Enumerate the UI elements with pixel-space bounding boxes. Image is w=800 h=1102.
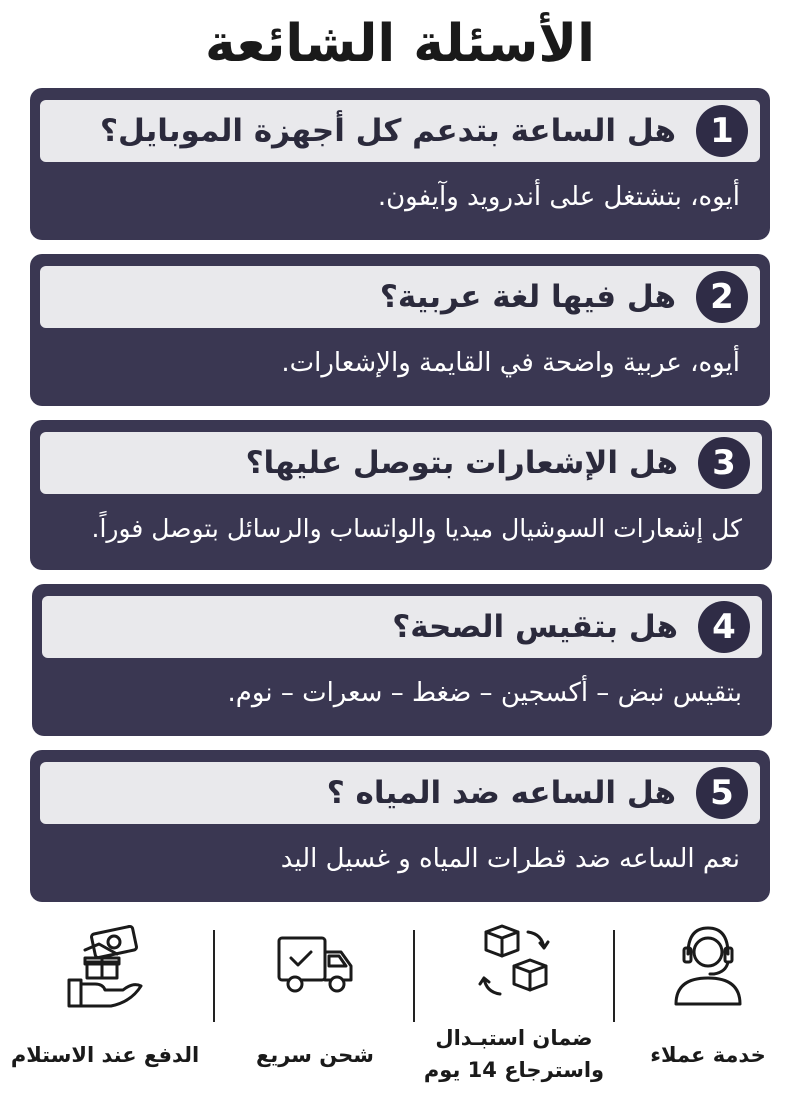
divider xyxy=(413,930,415,1022)
faq-item-5[interactable] xyxy=(30,750,770,902)
faq-number-badge: 2 xyxy=(696,271,748,323)
faq-answer: كل إشعارات السوشيال ميديا والواتساب والرسائل بتوصل فوراً. xyxy=(91,514,742,543)
faq-answer: أيوه، عربية واضحة في القايمة والإشعارات. xyxy=(281,348,740,378)
faq-item-3[interactable] xyxy=(30,420,772,570)
feature-label: شحن سريع xyxy=(256,1043,374,1067)
faq-question: هل الساعه ضد المياه ؟ xyxy=(326,775,676,811)
feature-label: خدمة عملاء xyxy=(650,1043,766,1067)
faq-item-1[interactable] xyxy=(30,88,770,240)
faq-question: هل بتقيس الصحة؟ xyxy=(392,609,678,645)
delivery-truck-icon xyxy=(265,922,365,1012)
faq-question-bar[interactable] xyxy=(40,100,760,162)
feature-cash-on-delivery xyxy=(0,922,210,1092)
page-title: الأسئلة الشائعة xyxy=(205,14,595,74)
exchange-boxes-icon xyxy=(464,922,564,1012)
faq-answer: بتقيس نبض – أكسجين – ضغط – سعرات – نوم. xyxy=(227,678,742,708)
faq-number-badge: 5 xyxy=(696,767,748,819)
faq-item-4[interactable] xyxy=(32,584,772,736)
cash-on-delivery-icon xyxy=(55,922,155,1012)
faq-question-bar[interactable] xyxy=(40,762,760,824)
faq-question: هل الإشعارات بتوصل عليها؟ xyxy=(245,445,678,481)
feature-label: الدفع عند الاستلام xyxy=(10,1043,200,1067)
feature-exchange-guarantee xyxy=(416,922,612,1092)
faq-answer: أيوه، بتشتغل على أندرويد وآيفون. xyxy=(377,182,740,212)
faq-question-bar[interactable] xyxy=(42,596,762,658)
feature-customer-service xyxy=(616,922,800,1092)
feature-fast-shipping xyxy=(216,922,414,1092)
faq-question-bar[interactable] xyxy=(40,266,760,328)
faq-number-badge: 3 xyxy=(698,437,750,489)
faq-answer: نعم الساعه ضد قطرات المياه و غسيل اليد xyxy=(280,844,740,874)
faq-question: هل فيها لغة عربية؟ xyxy=(379,279,676,315)
faq-question-bar[interactable] xyxy=(40,432,762,494)
faq-number-badge: 1 xyxy=(696,105,748,157)
feature-label-line: ضمان استبـدال xyxy=(435,1026,593,1050)
divider xyxy=(613,930,615,1022)
faq-question: هل الساعة بتدعم كل أجهزة الموبايل؟ xyxy=(99,113,676,149)
faq-item-2[interactable] xyxy=(30,254,770,406)
feature-label xyxy=(416,1022,612,1086)
feature-label-line: واسترجاع 14 يوم xyxy=(423,1058,605,1082)
faq-number-badge: 4 xyxy=(698,601,750,653)
customer-service-icon xyxy=(658,922,758,1012)
divider xyxy=(213,930,215,1022)
